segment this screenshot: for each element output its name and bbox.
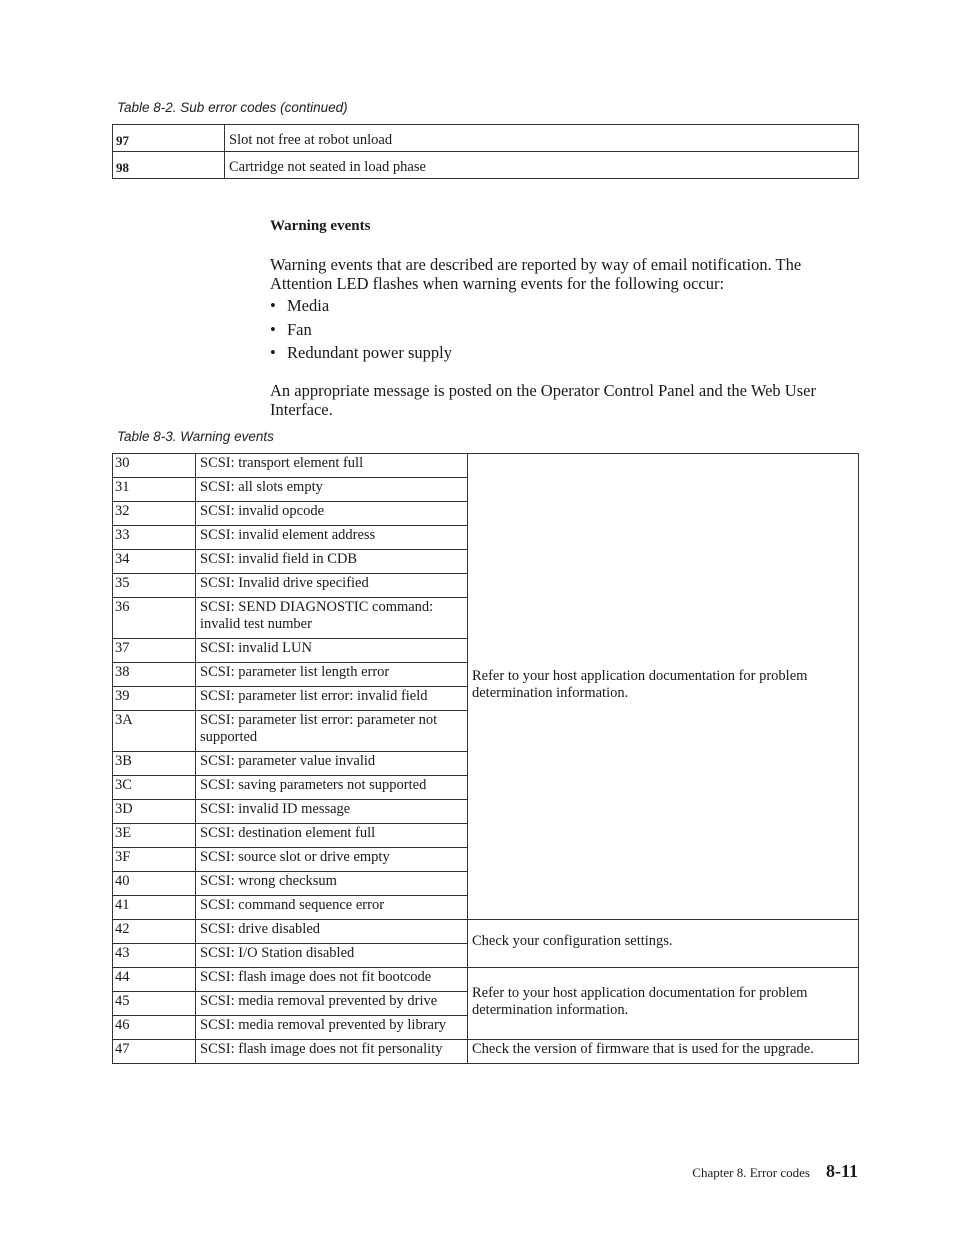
- warning-code: 33: [113, 526, 196, 550]
- warning-event: SCSI: media removal prevented by drive: [196, 992, 468, 1016]
- warning-code: 3C: [113, 776, 196, 800]
- warning-action: Check the version of firmware that is used for the upgrade.: [468, 1040, 859, 1064]
- warning-code: 45: [113, 992, 196, 1016]
- warning-event: SCSI: invalid LUN: [196, 639, 468, 663]
- warning-event: SCSI: parameter list error: invalid field: [196, 687, 468, 711]
- warning-action: Check your configuration settings.: [468, 920, 859, 968]
- page-footer: [692, 1161, 858, 1182]
- warning-code: 44: [113, 968, 196, 992]
- sub-error-code: 97: [113, 125, 225, 152]
- footer-chapter: Chapter 8. Error codes: [692, 1165, 810, 1180]
- warning-code: 42: [113, 920, 196, 944]
- table-row: [113, 1040, 859, 1064]
- warning-event: SCSI: transport element full: [196, 454, 468, 478]
- warning-code: 37: [113, 639, 196, 663]
- warning-events-intro: Warning events that are described are reported by way of email notification. The Attention LED flashes when warning events for the following occur:: [270, 255, 802, 293]
- sub-error-description: Slot not free at robot unload: [225, 125, 859, 152]
- warning-code: 36: [113, 598, 196, 639]
- warning-action: Refer to your host application documentation for problem determination information.: [468, 454, 859, 920]
- warning-table-caption: Table 8-3. Warning events: [117, 429, 274, 444]
- warning-event: SCSI: invalid opcode: [196, 502, 468, 526]
- warning-event: SCSI: parameter value invalid: [196, 752, 468, 776]
- warning-events-heading: Warning events: [270, 218, 371, 234]
- warning-event: SCSI: parameter list error: parameter not supported: [196, 711, 468, 752]
- warning-event: SCSI: destination element full: [196, 824, 468, 848]
- table-row: [113, 968, 859, 992]
- sub-error-description: Cartridge not seated in load phase: [225, 152, 859, 179]
- list-item: • Media: [270, 296, 452, 320]
- warning-action: Refer to your host application documentation for problem determination information.: [468, 968, 859, 1040]
- table-row: [113, 454, 859, 478]
- warning-event: SCSI: I/O Station disabled: [196, 944, 468, 968]
- warning-code: 35: [113, 574, 196, 598]
- warning-events-table: [112, 453, 859, 1064]
- warning-code: 3B: [113, 752, 196, 776]
- warning-event: SCSI: SEND DIAGNOSTIC command: invalid test number: [196, 598, 468, 639]
- warning-event: SCSI: all slots empty: [196, 478, 468, 502]
- warning-code: 39: [113, 687, 196, 711]
- warning-code: 30: [113, 454, 196, 478]
- warning-event: SCSI: drive disabled: [196, 920, 468, 944]
- warning-code: 3E: [113, 824, 196, 848]
- warning-event: SCSI: invalid field in CDB: [196, 550, 468, 574]
- page-number: 8-11: [825, 1161, 858, 1181]
- warning-event: SCSI: saving parameters not supported: [196, 776, 468, 800]
- warning-event: SCSI: parameter list length error: [196, 663, 468, 687]
- sub-error-table-caption: Table 8-2. Sub error codes (continued): [117, 100, 348, 115]
- warning-event: SCSI: invalid element address: [196, 526, 468, 550]
- table-row: [113, 152, 859, 179]
- warning-event: SCSI: media removal prevented by library: [196, 1016, 468, 1040]
- warning-events-closing: An appropriate message is posted on the Operator Control Panel and the Web User Interface.: [270, 381, 816, 419]
- warning-event: SCSI: flash image does not fit bootcode: [196, 968, 468, 992]
- warning-code: 47: [113, 1040, 196, 1064]
- warning-code: 3D: [113, 800, 196, 824]
- list-item: • Redundant power supply: [270, 343, 452, 367]
- sub-error-code: 98: [113, 152, 225, 179]
- warning-code: 41: [113, 896, 196, 920]
- warning-code: 3F: [113, 848, 196, 872]
- warning-code: 46: [113, 1016, 196, 1040]
- warning-code: 34: [113, 550, 196, 574]
- warning-event: SCSI: source slot or drive empty: [196, 848, 468, 872]
- sub-error-codes-table: [112, 124, 859, 179]
- warning-code: 40: [113, 872, 196, 896]
- warning-code: 31: [113, 478, 196, 502]
- warning-event: SCSI: wrong checksum: [196, 872, 468, 896]
- warning-event: SCSI: invalid ID message: [196, 800, 468, 824]
- warning-code: 32: [113, 502, 196, 526]
- warning-event: SCSI: flash image does not fit personality: [196, 1040, 468, 1064]
- warning-code: 3A: [113, 711, 196, 752]
- list-item: • Fan: [270, 320, 452, 344]
- warning-code: 38: [113, 663, 196, 687]
- warning-event: SCSI: Invalid drive specified: [196, 574, 468, 598]
- table-row: [113, 125, 859, 152]
- warning-code: 43: [113, 944, 196, 968]
- table-row: [113, 920, 859, 944]
- warning-events-table-body: [113, 454, 859, 1064]
- warning-event: SCSI: command sequence error: [196, 896, 468, 920]
- warning-events-list: [270, 296, 452, 367]
